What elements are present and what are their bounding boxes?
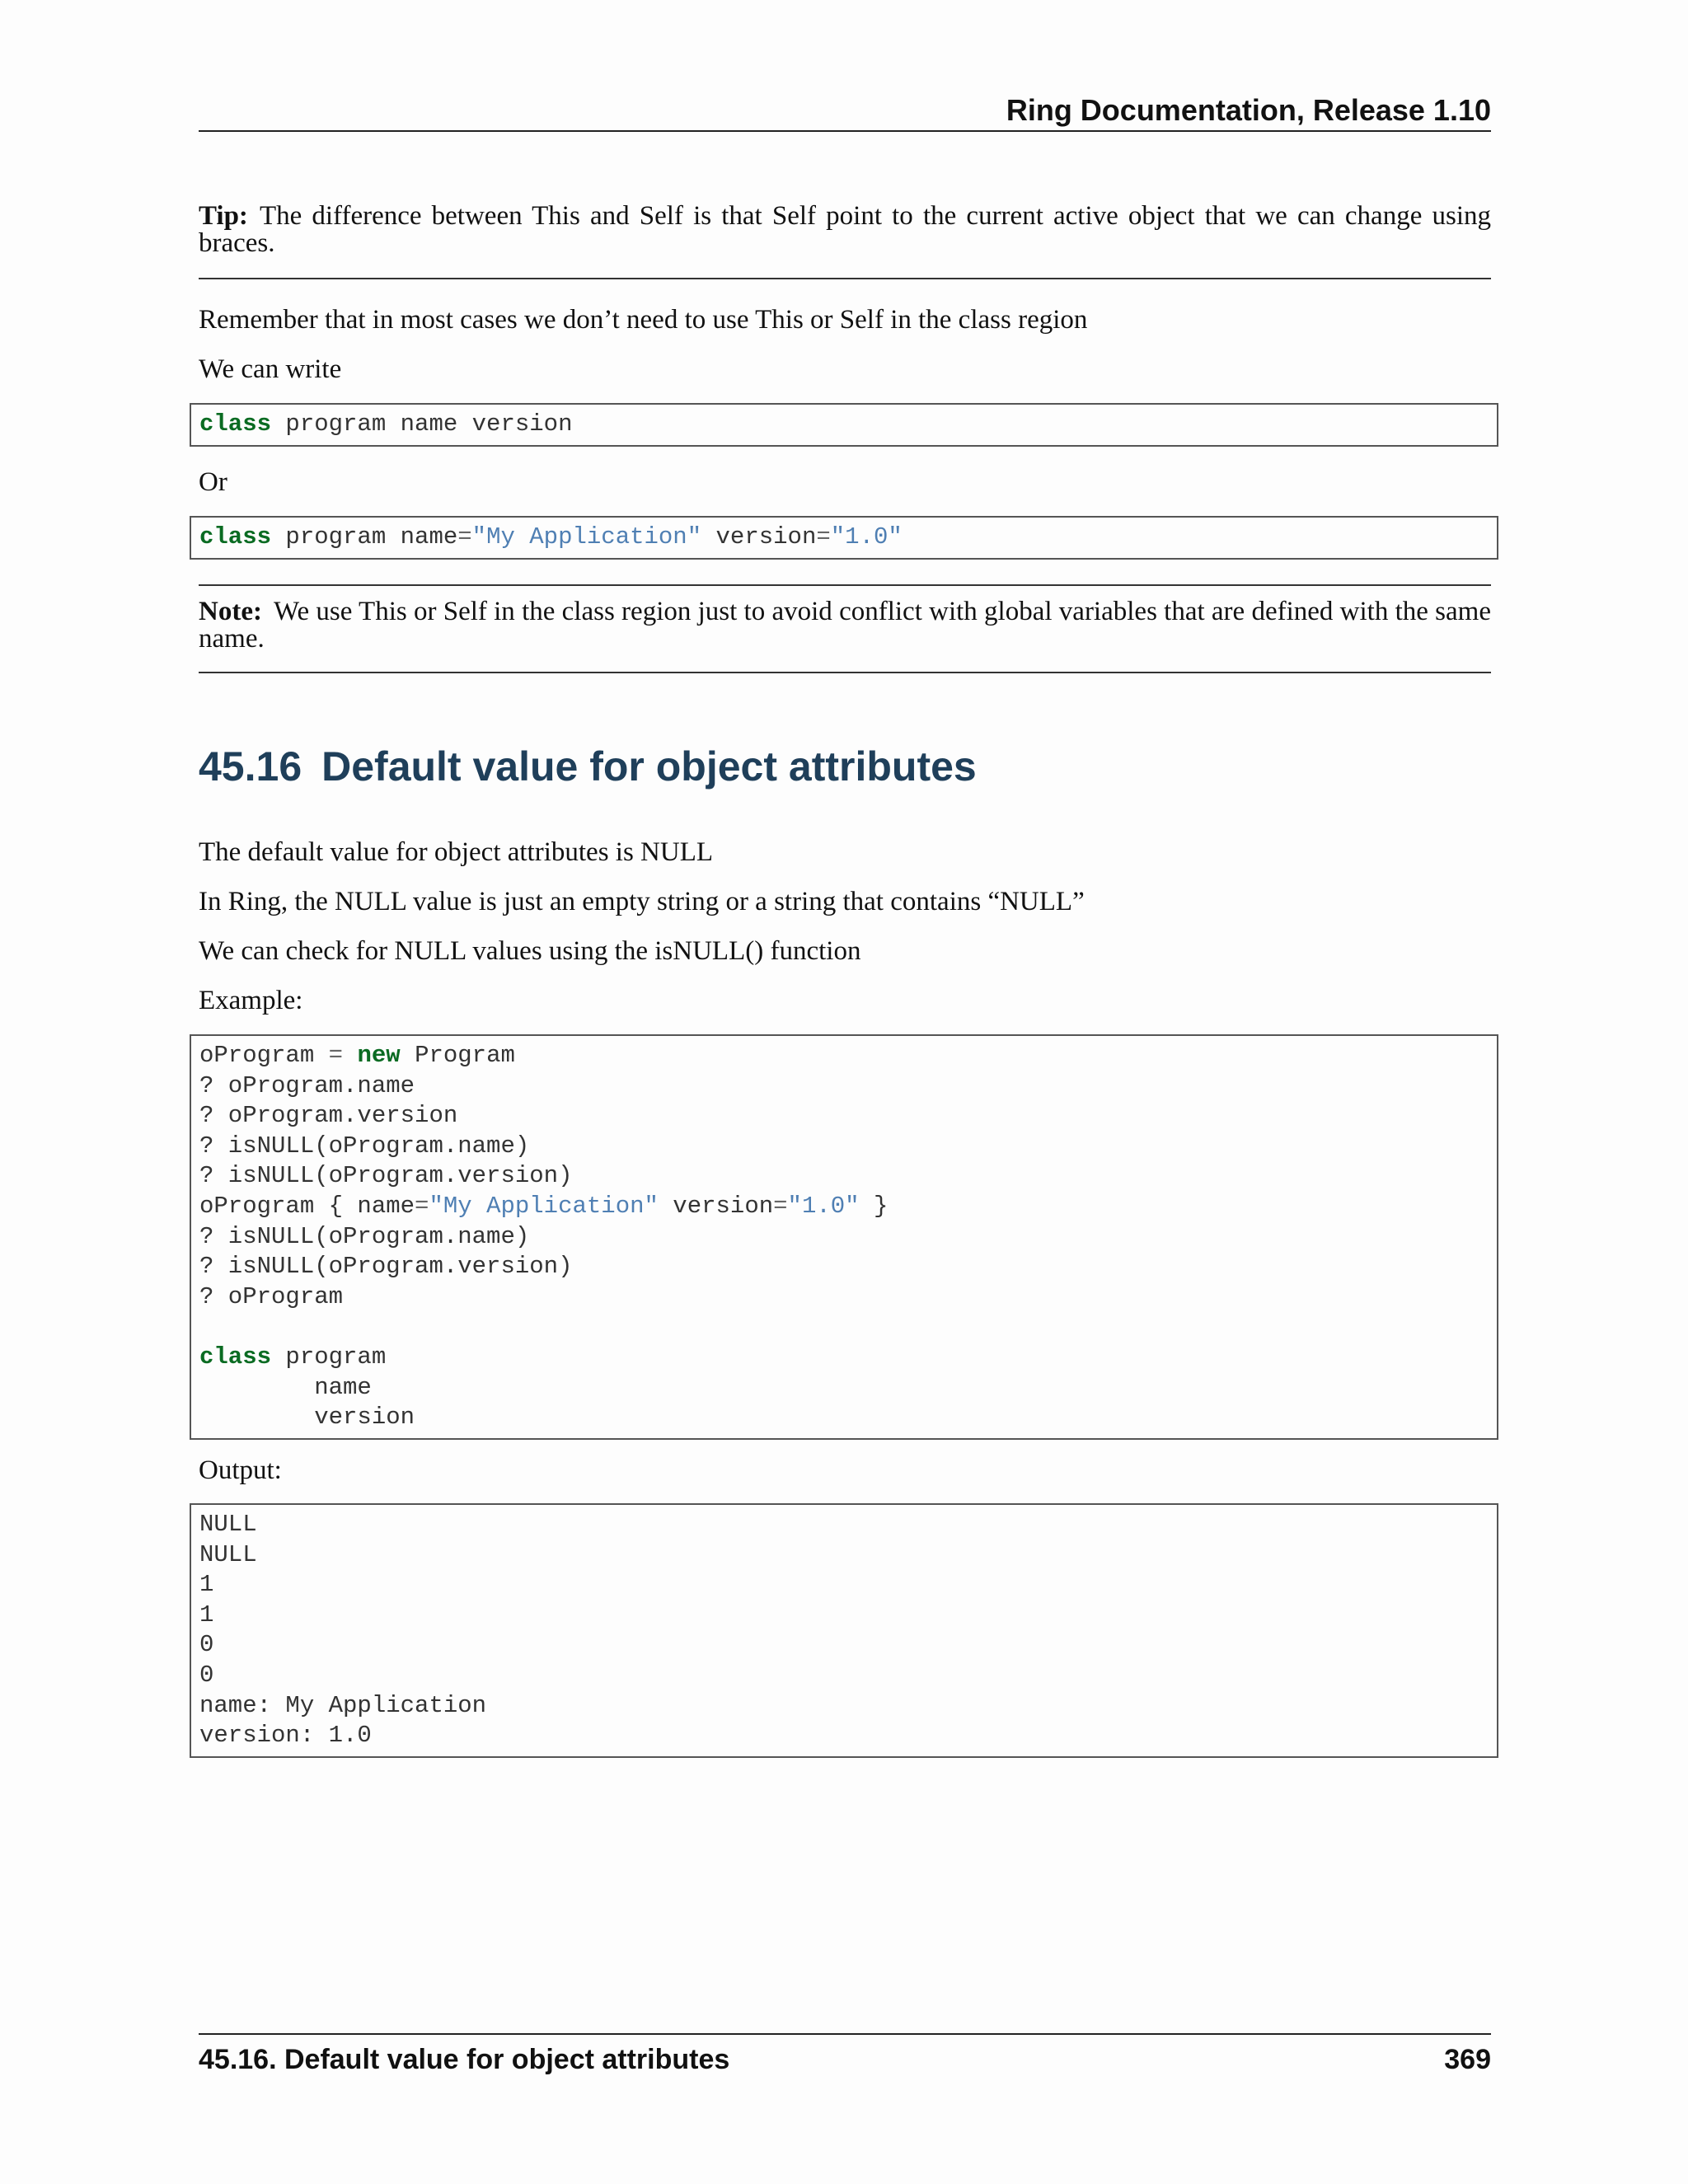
- code-line: ? isNULL(oProgram.name): [199, 1132, 530, 1160]
- note-admonition: [199, 598, 1491, 653]
- code-line: ? isNULL(oProgram.version): [199, 1162, 573, 1190]
- section-title: Default value for object attributes: [321, 743, 977, 790]
- code-line: ? isNULL(oProgram.version): [199, 1253, 573, 1281]
- remember-paragraph: Remember that in most cases we don’t need to use This or Self in the class region: [199, 305, 1088, 335]
- code-line: ? oProgram.version: [199, 1102, 458, 1130]
- tip-admonition: [199, 203, 1491, 257]
- code-keyword: new: [343, 1042, 401, 1069]
- code-text: version: [701, 523, 817, 551]
- code-block-class-defaults: [190, 516, 1498, 560]
- code-text: program name: [271, 523, 458, 551]
- note-top-rule: [199, 584, 1491, 586]
- code-line: name: [199, 1373, 372, 1401]
- code-string: "1.0": [787, 1192, 860, 1220]
- code-block-output: [190, 1503, 1498, 1758]
- code-line: [199, 410, 1489, 440]
- tip-text: The difference between This and Self is that Self point to the current active object that we can change using braces.: [199, 201, 1491, 258]
- or-paragraph: Or: [199, 467, 227, 497]
- code-line-blank: [199, 1312, 1489, 1343]
- code-text: program name version: [271, 410, 573, 438]
- tip-label: Tip:: [199, 201, 248, 231]
- code-string: "My Application": [429, 1192, 659, 1220]
- code-line: ? oProgram.name: [199, 1071, 415, 1099]
- output-line: 0: [199, 1661, 214, 1689]
- note-text: We use This or Self in the class region just to avoid conflict with global variables that are defined with the same name.: [199, 597, 1491, 654]
- output-line: version: 1.0: [199, 1722, 372, 1750]
- output-line: name: My Application: [199, 1691, 487, 1719]
- output-line: NULL: [199, 1511, 257, 1538]
- code-block-example: [190, 1034, 1498, 1440]
- footer-rule: [199, 2033, 1491, 2035]
- header-rule: [199, 130, 1491, 132]
- running-header: Ring Documentation, Release 1.10: [1006, 93, 1491, 127]
- code-block-class-short: [190, 403, 1498, 447]
- tip-bottom-rule: [199, 278, 1491, 279]
- code-string: "My Application": [471, 523, 702, 551]
- null-definition-paragraph: In Ring, the NULL value is just an empty string or a string that contains “NULL”: [199, 887, 1085, 916]
- code-keyword: class: [199, 410, 272, 438]
- code-string: "1.0": [830, 523, 903, 551]
- note-bottom-rule: [199, 672, 1491, 673]
- page-number: 369: [1444, 2044, 1491, 2075]
- code-line: version: [199, 1404, 415, 1432]
- code-line: class program: [199, 1343, 387, 1371]
- code-operator: =: [816, 523, 831, 551]
- code-operator: =: [457, 523, 472, 551]
- code-line: ? oProgram: [199, 1282, 344, 1310]
- code-keyword: class: [199, 1343, 272, 1371]
- we-can-write-paragraph: We can write: [199, 354, 342, 384]
- output-label: Output:: [199, 1455, 282, 1485]
- section-number: 45.16: [199, 743, 302, 790]
- output-line: 0: [199, 1631, 214, 1659]
- default-value-paragraph: The default value for object attributes is NULL: [199, 837, 714, 867]
- code-keyword: class: [199, 523, 272, 551]
- section-heading: [199, 742, 977, 791]
- code-line: [199, 523, 1489, 553]
- note-label: Note:: [199, 597, 262, 626]
- output-line: 1: [199, 1601, 214, 1629]
- isnull-paragraph: We can check for NULL values using the isNULL() function: [199, 936, 861, 966]
- code-line: oProgram = new Program: [199, 1042, 515, 1069]
- example-label: Example:: [199, 986, 303, 1015]
- code-line: ? isNULL(oProgram.name): [199, 1222, 530, 1250]
- footer-section-title: 45.16. Default value for object attributes: [199, 2044, 730, 2075]
- running-footer: [199, 2042, 1491, 2077]
- output-line: NULL: [199, 1540, 257, 1568]
- code-line: oProgram { name="My Application" version="1.0" }: [199, 1192, 889, 1220]
- output-line: 1: [199, 1571, 214, 1599]
